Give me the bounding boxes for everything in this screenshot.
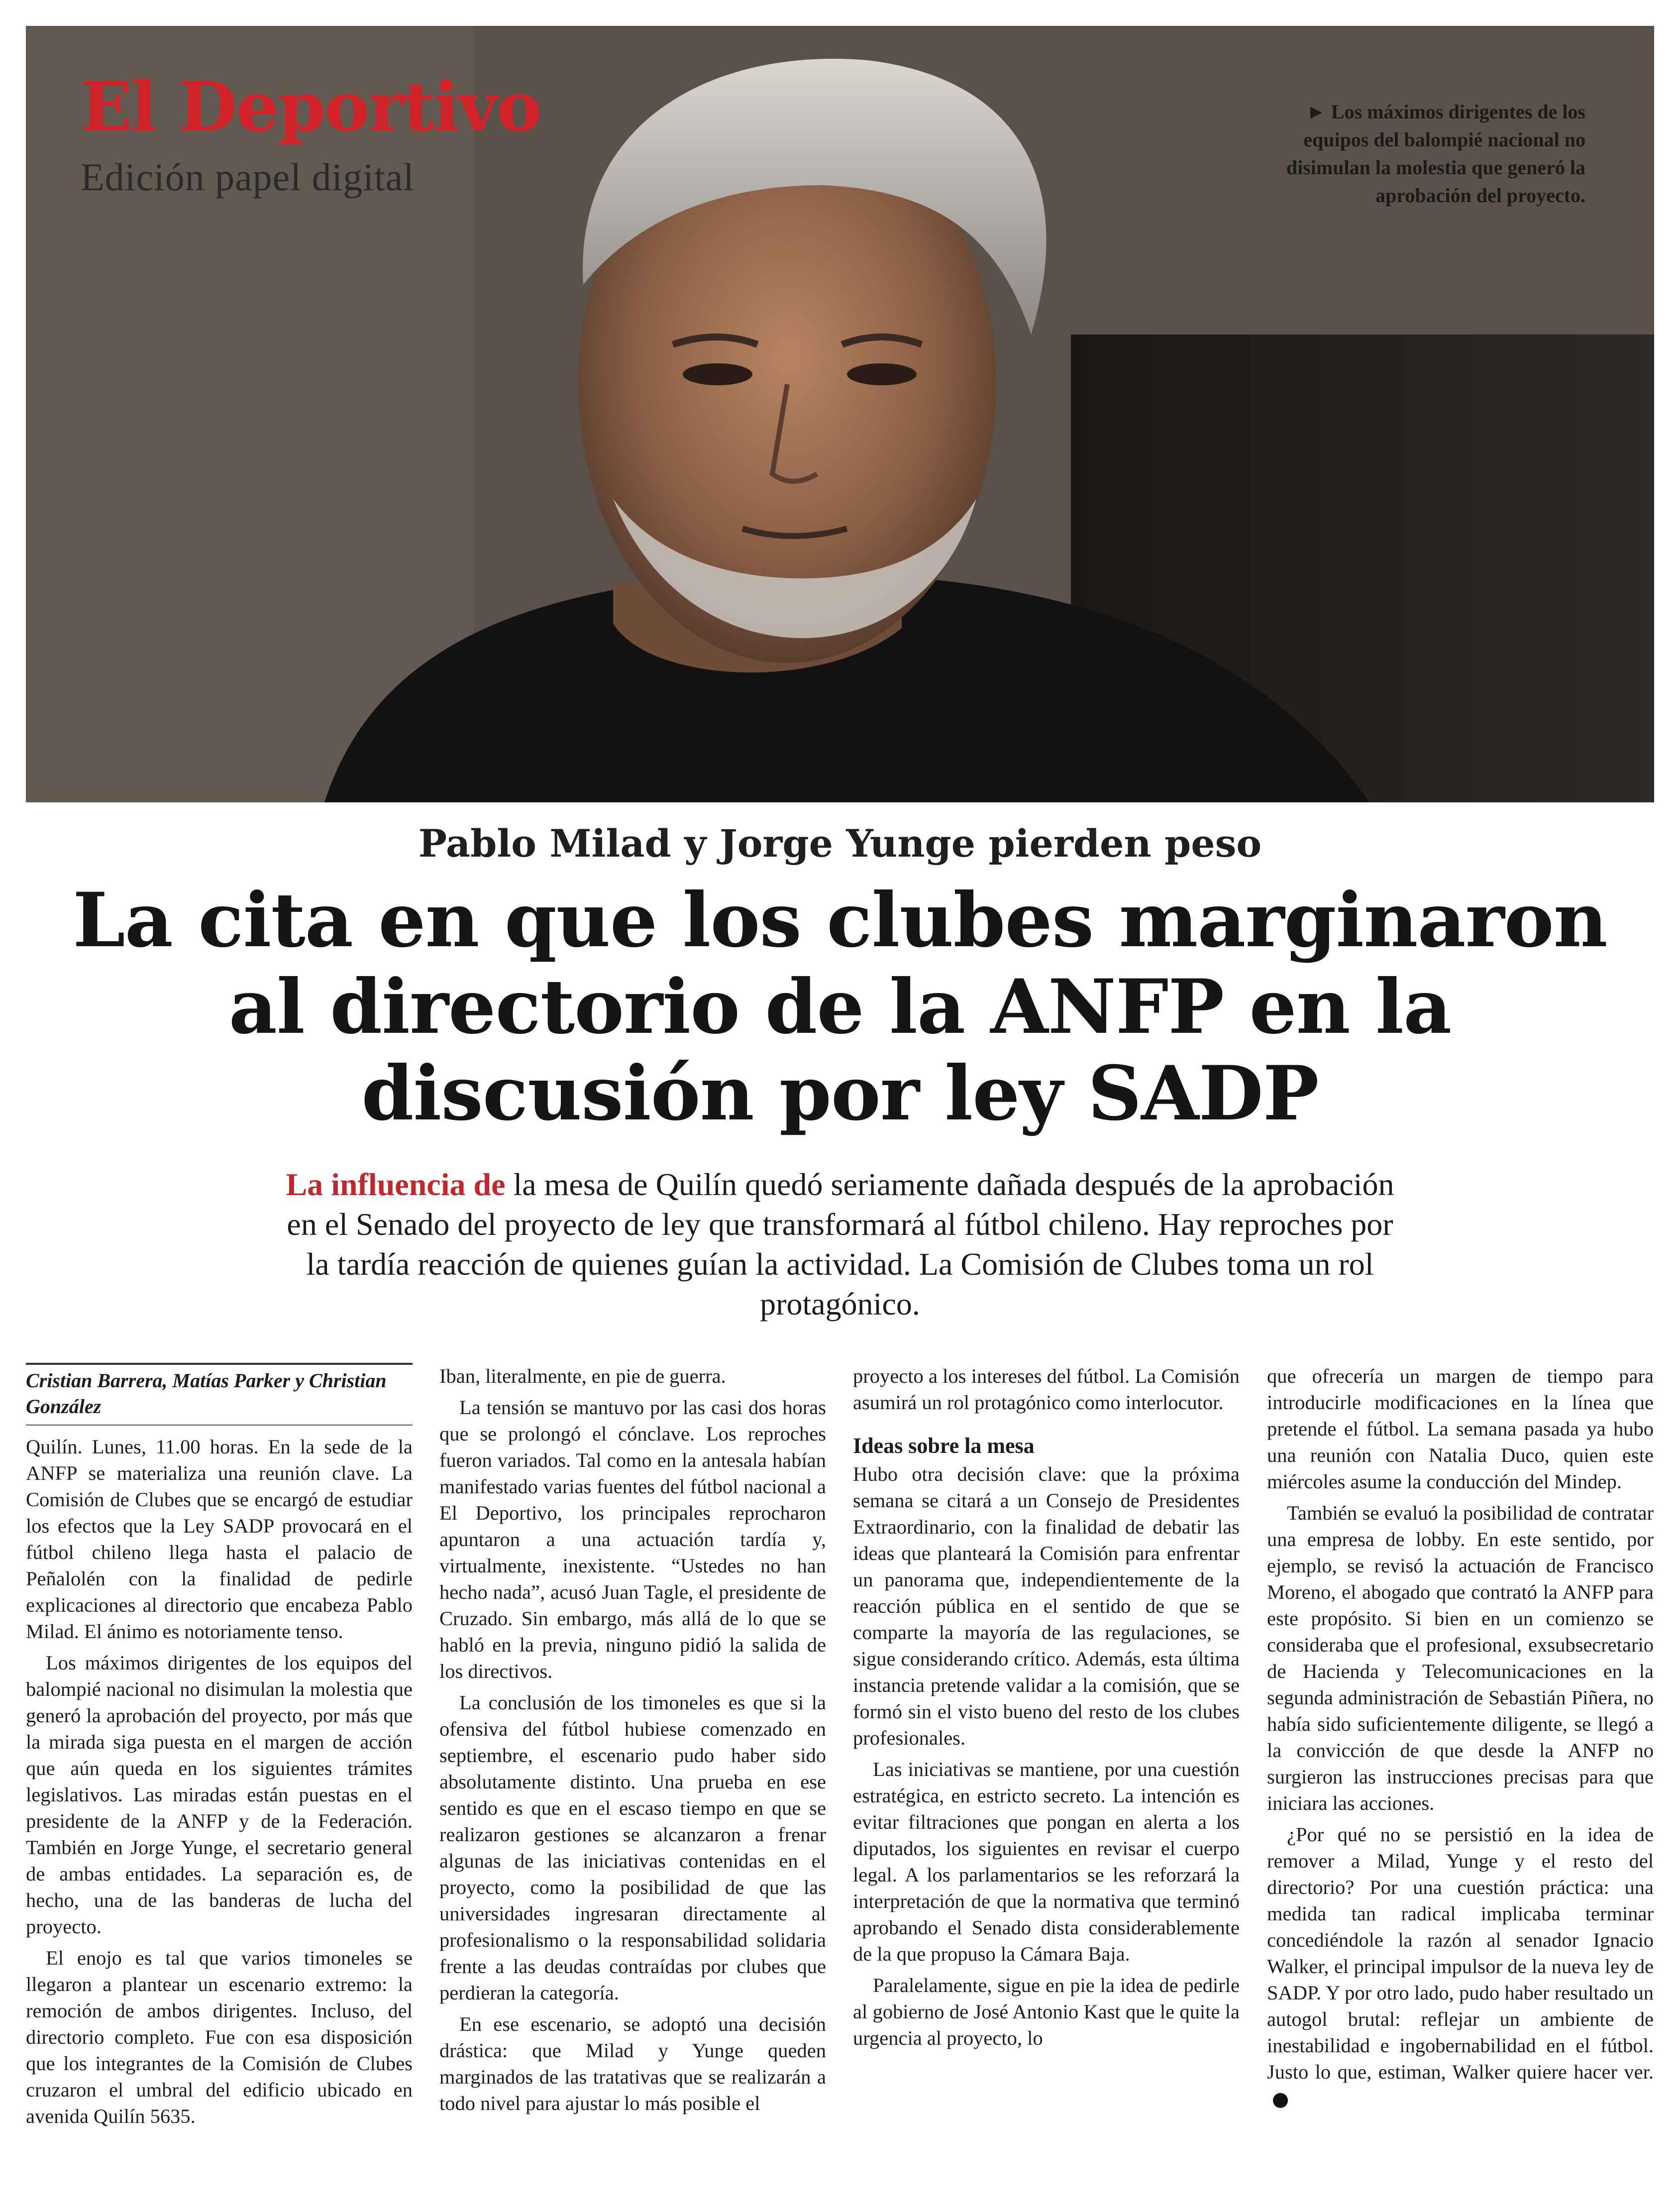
paragraph: Paralelamente, sigue en pie la idea de pedirle al gobierno de José Antonio Kast que le quite la urgencia al proyecto, lo <box>853 1974 1240 2049</box>
paragraph: También se evaluó la posibilidad de contratar una empresa de lobby. En este sentido, por ejemplo, se revisó la actuación de Francisco Moreno, el abogado que contrató la ANFP para este propósito. Si bien en un comienzo se consideraba que el profesional, exsubsecretario de Hacienda y Telecomunicaciones en la segunda administración de Sebastián Piñera, no había sido suficientemente diligente, se llegó a la convicción de que desde la ANFP no surgieron las instrucciones precisas para que iniciara las acciones. <box>1267 1502 1654 1814</box>
paragraph: Quilín. Lunes, 11.00 horas. En la sede de la ANFP se materializa una reunión clave. La Comisión de Clubes que se encargó de estudiar los efectos que la Ley SADP provocará en el fútbol chileno llega hasta el palacio de Peñalolén con la finalidad de pedirle explicaciones al directorio que encabeza Pablo Milad. El ánimo es notoriamente tenso. <box>26 1435 413 1643</box>
byline: Cristian Barrera, Matías Parker y Christian González <box>26 1363 413 1426</box>
paragraph: Las iniciativas se mantiene, por una cuestión estratégica, en estricto secreto. La intención es evitar filtraciones que pongan en alerta a los diputados, los siguientes en revisar el cuerpo legal. A los parlamentarios se les reforzará la interpretación de que la normativa que terminó aprobando el Senado dista considerablemente de la que propuso la Cámara Baja. <box>853 1758 1240 1965</box>
end-mark-icon <box>1273 2093 1288 2108</box>
paragraph: En ese escenario, se adoptó una decisión drástica: que Milad y Yunge queden marginados de las tratativas que se realizarán a todo nivel para ajustar lo más posible el <box>439 2013 826 2114</box>
column-4 <box>1267 1363 1654 2184</box>
paragraph: Los máximos dirigentes de los equipos del balompié nacional no disimulan la molestia que generó la aprobación del proyecto, por más que la mirada siga puesta en el margen de acción que aún queda en los siguientes trámites legislativos. Las miradas están puestas en el presidente de la ANFP y de la Federación. También en Jorge Yunge, el secretario general de ambas entidades. La separación es, de hecho, una de las banderas de lucha del proyecto. <box>26 1652 413 1938</box>
paragraph: Hubo otra decisión clave: que la próxima semana se citará a un Consejo de Presidentes Extraordinario, con la finalidad de debatir las ideas que planteará la Comisión para enfrentar un panorama que, independientemente de la reacción pública en el sentido de que se comparte la mayoría de las regulaciones, se sigue considerando crítico. Además, esta última instancia pretende validar a la comisión, que se formó sin el visto bueno del resto de los clubes profesionales. <box>853 1463 1240 1749</box>
paragraph: proyecto a los intereses del fútbol. La Comisión asumirá un rol protagónico como interlocutor. <box>853 1365 1240 1414</box>
paragraph-text: ¿Por qué no se persistió en la idea de remover a Milad, Yunge y el resto del directorio? Por una cuestión práctica: una medida tan radical implicaba terminar concediéndole la razón al senador Ignacio Walker, el principal impulsor de la nueva ley de SADP. Y por otro lado, pudo haber resultado un autogol brutal: reflejar un ambiente de inestabilidad e ingobernabilidad en el fútbol. Justo lo que, estiman, Walker quiere hacer ver. <box>1267 1823 1654 2083</box>
edition-label: Edición papel digital <box>81 155 415 199</box>
paragraph: El enojo es tal que varios timoneles se llegaron a plantear un escenario extremo: la remoción de ambos dirigentes. Incluso, del directorio completo. Fue con esa disposición que los integrantes de la Comisión de Clubes cruzaron el umbral del edificio ubicado en avenida Quilín 5635. <box>26 1947 413 2127</box>
final-paragraph <box>1267 1821 1654 2111</box>
masthead <box>81 67 541 200</box>
column-3 <box>853 1363 1240 2184</box>
column-1 <box>26 1363 413 2184</box>
paragraph: La tensión se mantuvo por las casi dos horas que se prolongó el cónclave. Los reproches fueron variados. Tal como en la antesala habían manifestado varias fuentes del fútbol nacional a El Deportivo, los principales reprocharon apuntaron a una actuación tardía y, virtualmente, inexistente. “Ustedes no han hecho nada”, acusó Juan Tagle, el presidente de Cruzado. Sin embargo, más allá de lo que se habló en la previa, ninguno pidió la salida de los directivos. <box>439 1396 826 1682</box>
kicker: Pablo Milad y Jorge Yunge pierden peso <box>418 821 1262 866</box>
standfirst-lead: La influencia de <box>286 1167 506 1202</box>
headline: La cita en que los clubes marginaron al directorio de la ANFP en la discusión por ley SADP <box>73 877 1607 1137</box>
article-body <box>26 1363 1654 2184</box>
lead-photo <box>26 26 1654 802</box>
paragraph: Iban, literalmente, en pie de guerra. <box>439 1365 726 1387</box>
standfirst-text: la mesa de Quilín quedó seriamente dañada después de la aprobación en el Senado del proyecto de ley que transformará al fútbol chileno. Hay reproches por la tardía reacción de quienes guían la actividad. La Comisión de Clubes toma un rol protagónico. <box>287 1167 1394 1322</box>
standfirst <box>279 1165 1401 1324</box>
paragraph: que ofrecería un margen de tiempo para introducirle modificaciones en la línea que pretende el fútbol. La semana pasada ya hubo una reunión con Natalia Duco, quien este miércoles asume la conducción del Mindep. <box>1267 1365 1654 1493</box>
paragraph: La conclusión de los timoneles es que si la ofensiva del fútbol hubiese comenzado en septiembre, el escenario pudo haber sido absolutamente distinto. Una prueba en ese sentido es que en el escaso tiempo en que se realizaron gestiones se alcanzaron a frenar algunas de las iniciativas contenidas en el proyecto, como la posibilidad de que las universidades ingresaran directamente al profesionalismo o la responsabilidad solidaria frente a las deudas contraídas por clubes que perdieran la categoría. <box>439 1691 826 2004</box>
column-2 <box>439 1363 826 2184</box>
brand-logo: El Deportivo <box>81 67 541 147</box>
photo-caption: ► Los máximos dirigentes de los equipos del balompié nacional no disimulan la molestia que generó la aprobación del proyecto. <box>1286 101 1585 207</box>
subheading: Ideas sobre la mesa <box>853 1433 1035 1458</box>
